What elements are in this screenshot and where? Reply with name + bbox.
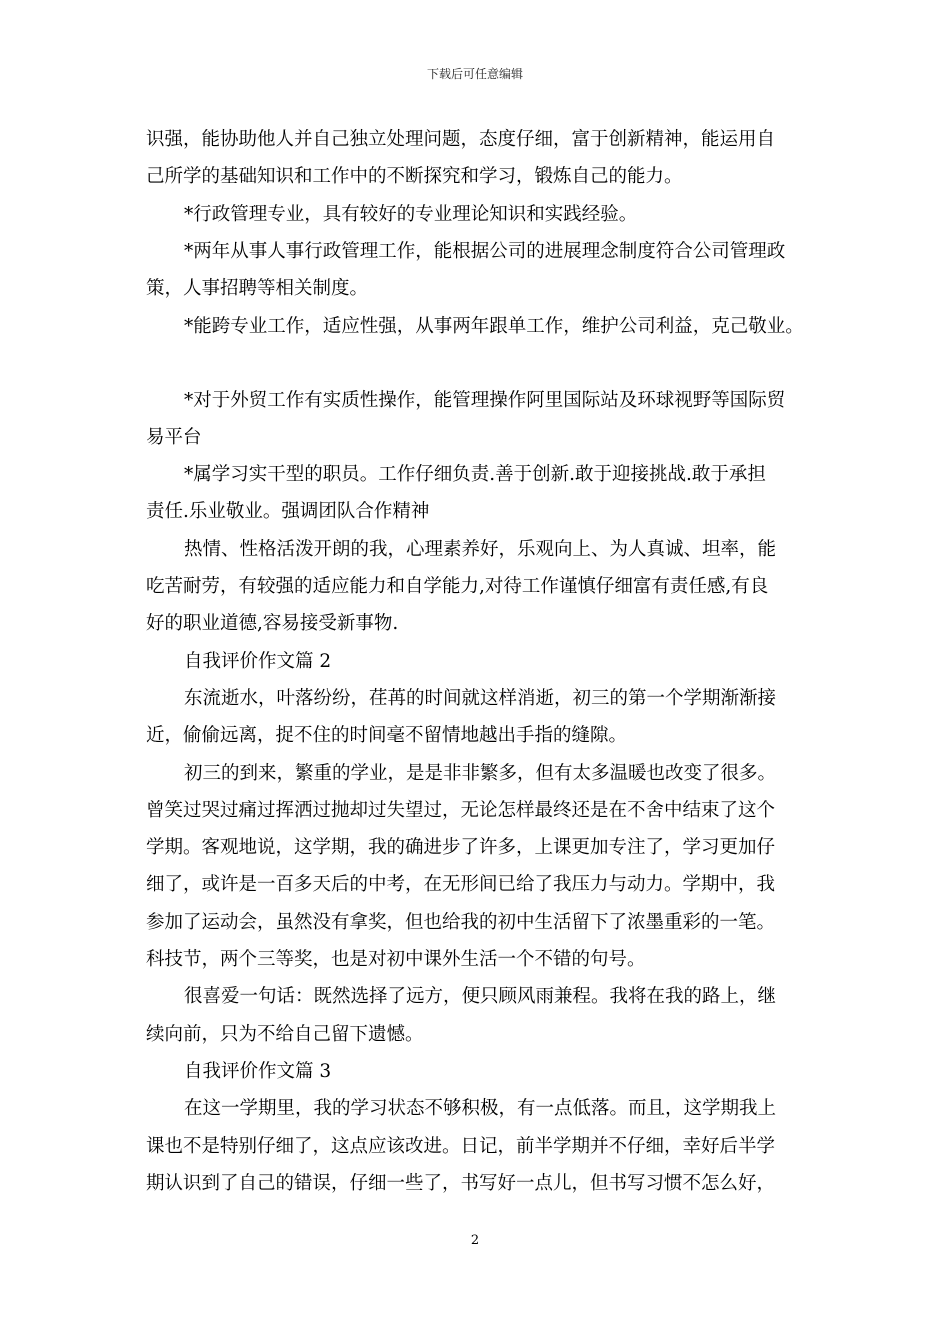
text-line: *行政管理专业，具有较好的专业理论知识和实践经验。 [184,204,638,225]
text-line: 初三的到来，繁重的学业，是是非非繁多，但有太多温暖也改变了很多。 [184,763,777,784]
text-line: 曾笑过哭过痛过挥洒过抛却过失望过，无论怎样最终还是在不舍中结束了这个 [146,800,776,821]
text-line: 科技节，两个三等奖，也是对初中课外生活一个不错的句号。 [146,949,646,970]
text-line: *属学习实干型的职员。工作仔细负责.善于创新.敢于迎接挑战.敢于承担 [184,464,766,485]
text-line: 吃苦耐劳，有较强的适应能力和自学能力,对待工作谨慎仔细富有责任感,有良 [146,576,769,597]
text-line: 策，人事招聘等相关制度。 [146,278,369,299]
text-line: 细了，或许是一百多天后的中考，在无形间已给了我压力与动力。学期中，我 [146,874,776,895]
text-line: 在这一学期里，我的学习状态不够积极，有一点低落。而且，这学期我上 [184,1098,777,1119]
text-line: *能跨专业工作，适应性强，从事两年跟单工作，维护公司利益，克己敬业。 [184,316,804,337]
text-line: 续向前，只为不给自己留下遗憾。 [146,1024,424,1045]
page-header: 下载后可任意编辑 [426,67,523,81]
text-line: 热情、性格活泼开朗的我，心理素养好，乐观向上、为人真诚、坦率，能 [184,539,777,560]
text-line: 责任.乐业敬业。强调团队合作精神 [146,501,430,522]
text-line: 参加了运动会，虽然没有拿奖，但也给我的初中生活留下了浓墨重彩的一笔。 [146,912,776,933]
section-heading: 自我评价作文篇 3 [184,1061,332,1082]
text-line: 课也不是特别仔细了，这点应该改进。日记，前半学期并不仔细，幸好后半学 [146,1136,776,1157]
text-line: 近，偷偷远离，捉不住的时间毫不留情地越出手指的缝隙。 [146,725,628,746]
text-line: 期认识到了自己的错误，仔细一些了，书写好一点儿，但书写习惯不怎么好， [146,1173,776,1194]
text-line: 识强，能协助他人并自己独立处理问题，态度仔细，富于创新精神，能运用自 [146,129,776,150]
text-line: 很喜爱一句话：既然选择了远方，便只顾风雨兼程。我将在我的路上，继 [184,986,777,1007]
text-line: *对于外贸工作有实质性操作，能管理操作阿里国际站及环球视野等国际贸 [184,390,786,411]
text-line: 己所学的基础知识和工作中的不断探究和学习，锻炼自己的能力。 [146,166,683,187]
text-line: *两年从事人事行政管理工作，能根据公司的进展理念制度符合公司管理政 [184,241,786,262]
text-line: 易平台 [146,427,202,448]
text-line: 学期。客观地说，这学期，我的确进步了许多，上课更加专注了，学习更加仔 [146,837,776,858]
text-line: 好的职业道德,容易接受新事物. [146,613,399,634]
section-heading: 自我评价作文篇 2 [184,651,332,672]
page-number: 2 [470,1233,480,1248]
text-line: 东流逝水，叶落纷纷，荏苒的时间就这样消逝，初三的第一个学期渐渐接 [184,688,777,709]
